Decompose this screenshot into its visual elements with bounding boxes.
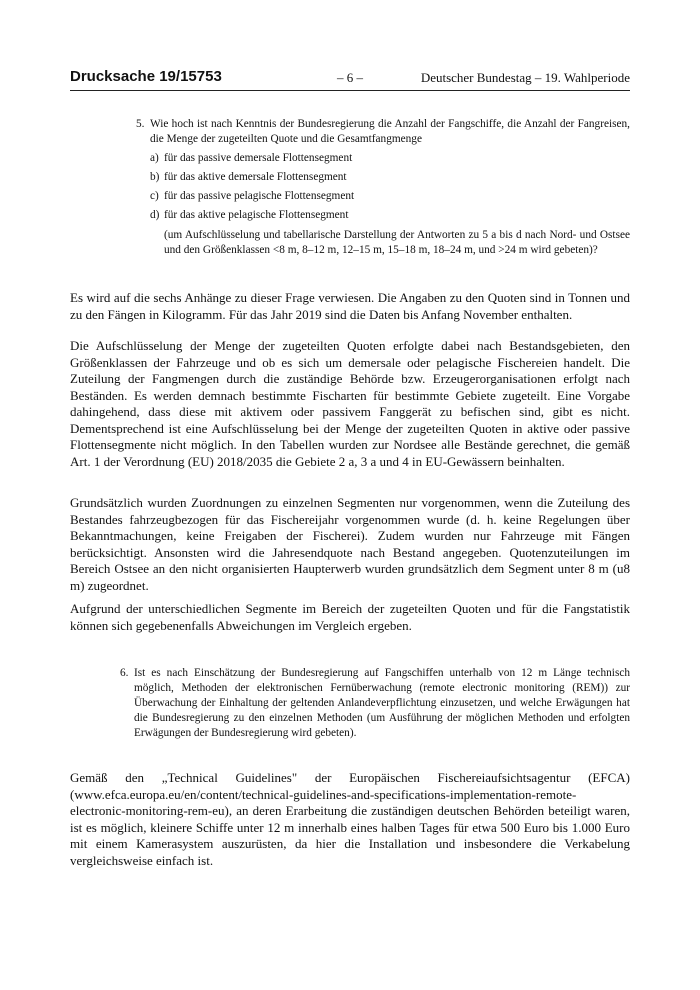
answer-6-paragraph-1: Gemäß den „Technical Guidelines" der Europäischen Fischereiaufsichtsagentur (EFCA) (www.efca.europa.eu/en/content/technical-guidelines-and-specifications-implementation-remote-electronic-monitoring-rem-eu), an deren Erarbeitung die zuständigen deutschen Behörden beteiligt waren, ist es möglich, kleinere Schiffe unter 12 m innerhalb eines halben Tages für etwa 500 Euro bis 1.000 Euro mit einem Kamerasystem auszurüsten, da hier die Installation und insbesondere die Verkabelung vergleichsweise einfach ist. <box>70 770 630 868</box>
item-text: für das aktive demersale Flottensegment <box>164 171 347 183</box>
item-letter: a) <box>150 152 159 164</box>
answer-5-paragraph-4: Aufgrund der unterschiedlichen Segmente im Bereich der zugeteilten Quoten und für die Fangstatistik können sich gegebenenfalls Abweichungen im Vergleich ergeben. <box>70 601 630 633</box>
header-divider <box>70 90 630 91</box>
item-text: für das aktive pelagische Flottensegment <box>164 209 349 221</box>
question-item <box>150 189 630 204</box>
page-header <box>70 68 630 90</box>
item-text: für das passive pelagische Flottensegment <box>164 190 355 202</box>
item-letter: d) <box>150 209 160 221</box>
publisher-label: Deutscher Bundestag – 19. Wahlperiode <box>420 70 630 85</box>
question-6 <box>120 666 630 741</box>
item-letter: b) <box>150 171 160 183</box>
page-number: – 6 – <box>337 70 363 85</box>
question-number: 6. <box>120 667 129 679</box>
question-5 <box>136 117 630 258</box>
answer-5-paragraph-1: Es wird auf die sechs Anhänge zu dieser Frage verwiesen. Die Angaben zu den Quoten sind in Tonnen und zu den Fängen in Kilogramm. Für das Jahr 2019 sind die Daten bis Anfang November enthalten. <box>70 290 630 322</box>
question-item <box>150 170 630 185</box>
answer-5-paragraph-3: Grundsätzlich wurden Zuordnungen zu einzelnen Segmenten nur vorgenommen, wenn die Zuteilung des Bestandes fahrzeugbezogen für das Fischereijahr vorgenommen wurde (d. h. keine Regelungen über Bekanntmachungen, keine Freigaben der Fischerei). Zudem wurden nur Fahrzeuge mit Fängen berücksichtigt. Ansonsten wird die Jahresendquote nach Bestand angegeben. Quotenzuteilungen im Bereich Ostsee an den nicht organisierten Haupterwerb wurden grundsätzlich dem Segment unter 8 m (u8 m) zugeordnet. <box>70 495 630 593</box>
item-text: für das passive demersale Flottensegment <box>164 152 353 164</box>
question-note: (um Aufschlüsselung und tabellarische Darstellung der Antworten zu 5 a bis d nach Nord- und Ostsee und den Größenklassen <8 m, 8–12 m, 12–15 m, 15–18 m, 18–24 m, und >24 m wird gebeten)? <box>164 229 630 256</box>
question-text: Wie hoch ist nach Kenntnis der Bundesregierung die Anzahl der Fangschiffe, die Anzahl der Fangreisen, die Menge der zugeteilten Quote und die Gesamtfangmenge <box>150 118 630 145</box>
answer-5-paragraph-2: Die Aufschlüsselung der Menge der zugeteilten Quoten erfolgte dabei nach Bestandsgebieten, den Größenklassen der Fahrzeuge und ob es sich um demersale oder pelagische Fischereien handelt. Die Zuteilung der Fangmengen durch die zuständige Behörde bzw. Erzeugerorganisationen erfolgt nach Beständen. Es werden demnach bestimmte Fischarten für bestimmte Gebiete zugeteilt. Eine Vorgabe dahingehend, dass diese mit aktivem oder passivem Fanggerät zu befischen sind, gibt es nicht. Dementsprechend ist eine Aufschlüsselung bei der Menge der zugeteilten Quoten in aktive oder passive Flottensegmente nicht möglich. In den Tabellen wurden zur Nordsee alle Bestände gerechnet, die gemäß Art. 1 der Verordnung (EU) 2018/2035 die Gebiete 2 a, 3 a und 4 in EU-Gewässern beinhalten. <box>70 338 630 469</box>
item-letter: c) <box>150 190 159 202</box>
question-text: Ist es nach Einschätzung der Bundesregierung auf Fangschiffen unterhalb von 12 m Länge technisch möglich, Methoden der elektronischen Fernüberwachung (remote electronic monitoring (REM)) zur Überwachung der Einhaltung der geltenden Anlandeverpflichtung einzusetzen, und welche Erwägungen hat die Bundesregierung zu den einzelnen Methoden (um Ausführung der möglichen Methoden und erfolgten Erwägungen der Bundesregierung wird gebeten). <box>134 667 630 739</box>
document-number: Drucksache 19/15753 <box>70 68 222 85</box>
question-number: 5. <box>136 118 145 130</box>
question-item <box>150 208 630 223</box>
question-item <box>150 151 630 166</box>
